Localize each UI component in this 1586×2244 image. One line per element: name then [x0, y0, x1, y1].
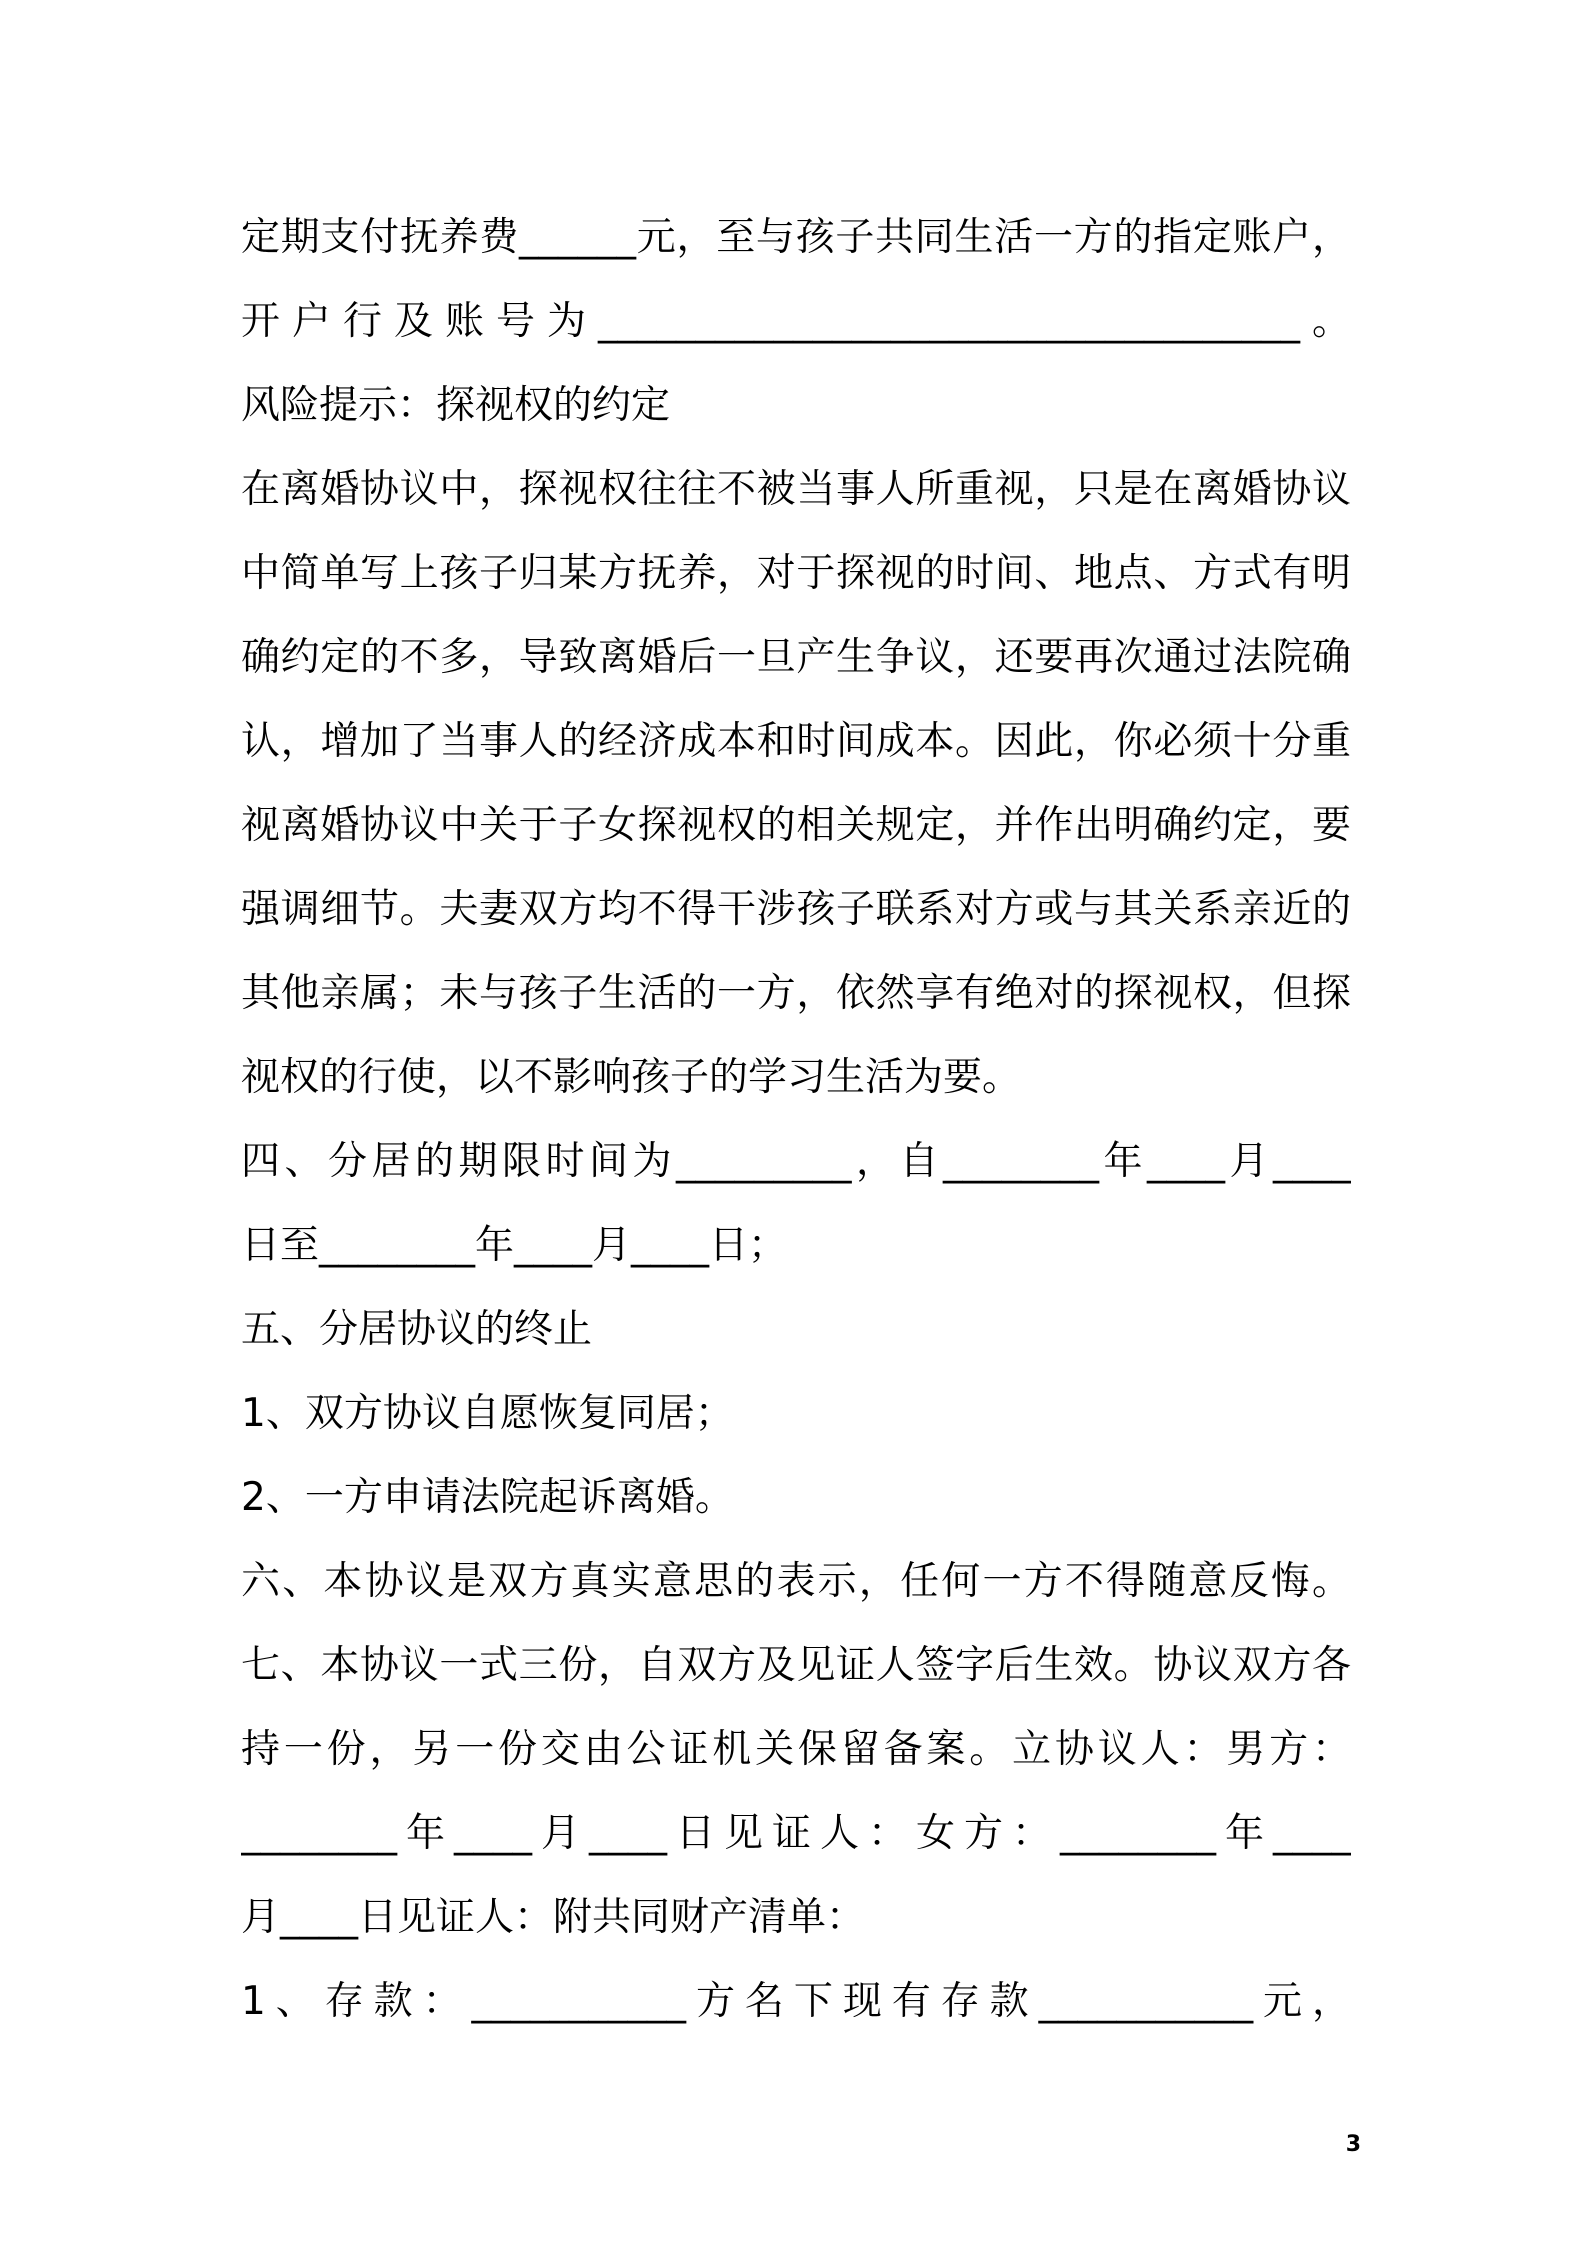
section-four-line-1: 四、分居的期限时间为_________，自________年____月____: [241, 1139, 1351, 1184]
document-body: [241, 196, 1351, 2044]
body-line-8: 视离婚协议中关于子女探视权的相关规定，并作出明确约定，要: [241, 803, 1351, 848]
body-line-5: 中简单写上孩子归某方抚养，对于探视的时间、地点、方式有明: [241, 551, 1351, 596]
body-line-6: 确约定的不多，导致离婚后一旦产生争议，还要再次通过法院确: [241, 635, 1351, 680]
page-number: 3: [1345, 2132, 1361, 2157]
body-line-2: 开户行及账号为____________________________________。: [241, 299, 1351, 344]
body-line-4: 在离婚协议中，探视权往往不被当事人所重视，只是在离婚协议: [241, 467, 1351, 512]
risk-heading: 风险提示：探视权的约定: [241, 383, 671, 428]
section-five-heading: 五、分居协议的终止: [241, 1307, 593, 1352]
property-item-1: 1、存款：___________方名下现有存款___________元，: [241, 1979, 1351, 2024]
body-line-11: 视权的行使，以不影响孩子的学习生活为要。: [241, 1055, 1022, 1100]
section-four-line-2: 日至________年____月____日；: [241, 1223, 788, 1268]
body-line-1: 定期支付抚养费______元，至与孩子共同生活一方的指定账户，: [241, 215, 1351, 260]
body-line-10: 其他亲属；未与孩子生活的一方，依然享有绝对的探视权，但探: [241, 971, 1351, 1016]
body-line-7: 认，增加了当事人的经济成本和时间成本。因此，你必须十分重: [241, 719, 1351, 764]
signature-line-2: 月____日见证人：附共同财产清单：: [241, 1895, 866, 1940]
section-seven-line-2: 持一份，另一份交由公证机关保留备案。立协议人：男方：: [241, 1727, 1351, 1772]
section-seven-line-1: 七、本协议一式三份，自双方及见证人签字后生效。协议双方各: [241, 1643, 1351, 1688]
section-five-item-1: 1、双方协议自愿恢复同居；: [241, 1391, 734, 1436]
section-six: 六、本协议是双方真实意思的表示，任何一方不得随意反悔。: [241, 1559, 1351, 1604]
body-line-9: 强调细节。夫妻双方均不得干涉孩子联系对方或与其关系亲近的: [241, 887, 1351, 932]
section-five-item-2: 2、一方申请法院起诉离婚。: [241, 1475, 734, 1520]
signature-line-1: ________年____月____日见证人：女方：________年____: [241, 1811, 1351, 1856]
